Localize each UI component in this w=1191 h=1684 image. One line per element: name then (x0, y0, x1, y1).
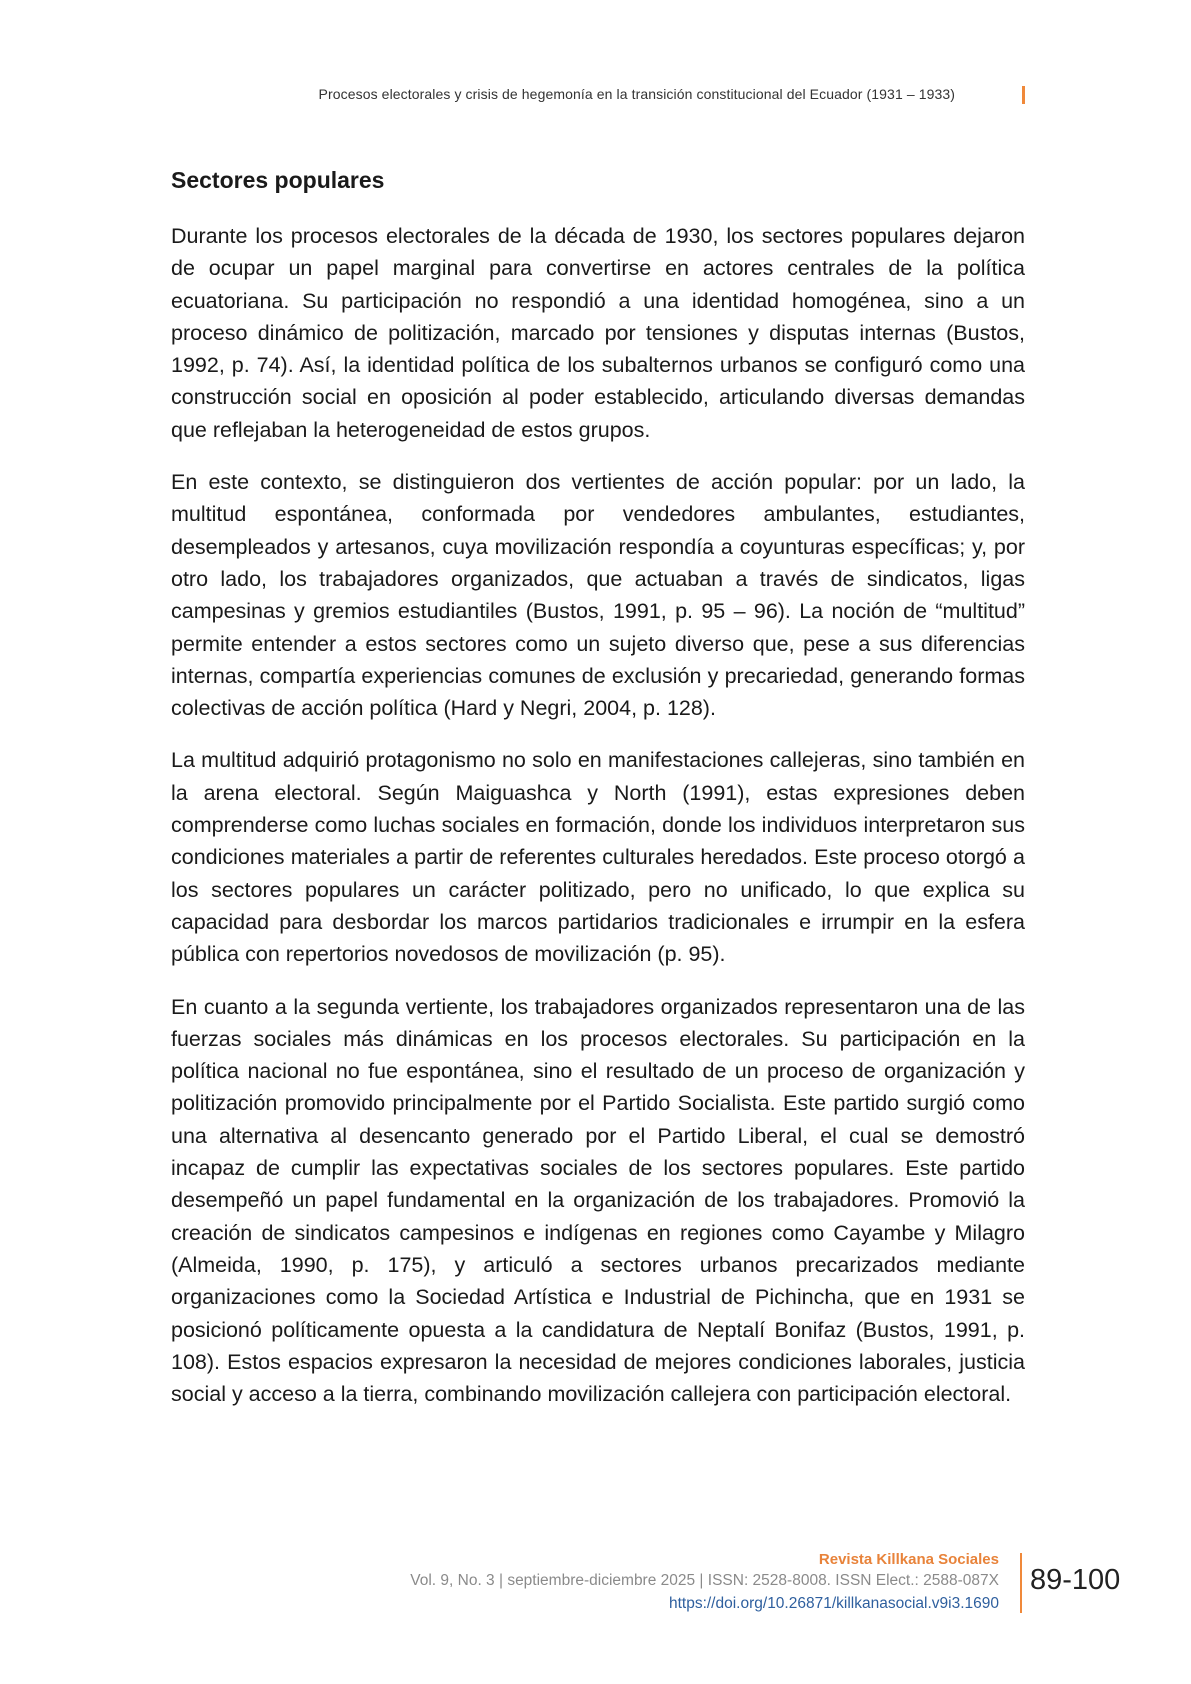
section-title: Sectores populares (171, 167, 385, 193)
journal-name: Revista Killkana Sociales (818, 1551, 999, 1568)
footer-accent-bar (1020, 1553, 1022, 1613)
header-accent-bar (1022, 86, 1025, 104)
page-footer (0, 1551, 1191, 1631)
paragraph-4: En cuanto a la segunda vertiente, los trabajadores organizados representaron una de las fuerzas sociales más dinámicas en los procesos electorales. Su participación en la política nacional no fue espontánea, sino el resultado de un proceso de organización y politización promovido principalmente por el Partido Socialista. Este partido surgió como una alternativa al desencanto generado por el Partido Liberal, el cual se demostró incapaz de cumplir las expectativas sociales de los sectores populares. Este partido desempeñó un papel fundamental en la organización de los trabajadores. Promovió la creación de sindicatos campesinos e indígenas en regiones como Cayambe y Milagro (Almeida, 1990, p. 175), y articuló a sectores urbanos precarizados mediante organizaciones como la Sociedad Artística e Industrial de Pichincha, que en 1931 se posicionó políticamente opuesta a la candidatura de Neptalí Bonifaz (Bustos, 1991, p. 108). Estos espacios expresaron la necesidad de mejores condiciones laborales, justicia social y acceso a la tierra, combinando movilización callejera con participación electoral. (171, 994, 1025, 1407)
paragraph-2: En este contexto, se distinguieron dos vertientes de acción popular: por un lado, la multitud espontánea, conformada por vendedores ambulantes, estudiantes, desempleados y artesanos, cuya movilización respondía a coyunturas específicas; y, por otro lado, los trabajadores organizados, que actuaban a través de sindicatos, ligas campesinas y gremios estudiantiles (Bustos, 1991, p. 95 – 96). La noción de “multitud” permite entender a estos sectores como un sujeto diverso que, pese a sus diferencias internas, compartía experiencias comunes de exclusión y precariedad, generando formas colectivas de acción política (Hard y Negri, 2004, p. 128). (171, 470, 1025, 721)
page-range: 89-100 (1030, 1564, 1121, 1596)
paragraph-1: Durante los procesos electorales de la década de 1930, los sectores populares dejaron de ocupar un papel marginal para convertirse en actores centrales de la política ecuatoriana. Su participación no respondió a una identidad homogénea, sino a un proceso dinámico de politización, marcado por tensiones y disputas internas (Bustos, 1992, p. 74). Así, la identidad política de los subalternos urbanos se configuró como una construcción social en oposición al poder establecido, articulando diversas demandas que reflejaban la heterogeneidad de estos grupos. (171, 224, 1025, 442)
paragraph-3: La multitud adquirió protagonismo no solo en manifestaciones callejeras, sino también en la arena electoral. Según Maiguashca y North (1991), estas expresiones deben comprenderse como luchas sociales en formación, donde los individuos interpretaron sus condiciones materiales a partir de referentes culturales heredados. Este proceso otorgó a los sectores populares un carácter politizado, pero no unificado, lo que explica su capacidad para desbordar los marcos partidarios tradicionales e irrumpir en la esfera pública con repertorios novedosos de movilización (p. 95). (171, 748, 1025, 967)
running-header: Procesos electorales y crisis de hegemonía en la transición constitucional del Ecuador (1931 – 1933) (318, 86, 955, 102)
volume-info: Vol. 9, No. 3 | septiembre-diciembre 2025 | ISSN: 2528-8008. ISSN Elect.: 2588-087X (410, 1572, 999, 1589)
article-body (171, 166, 1025, 1430)
doi-link[interactable]: https://doi.org/10.26871/killkanasocial.v9i3.1690 (668, 1595, 999, 1612)
